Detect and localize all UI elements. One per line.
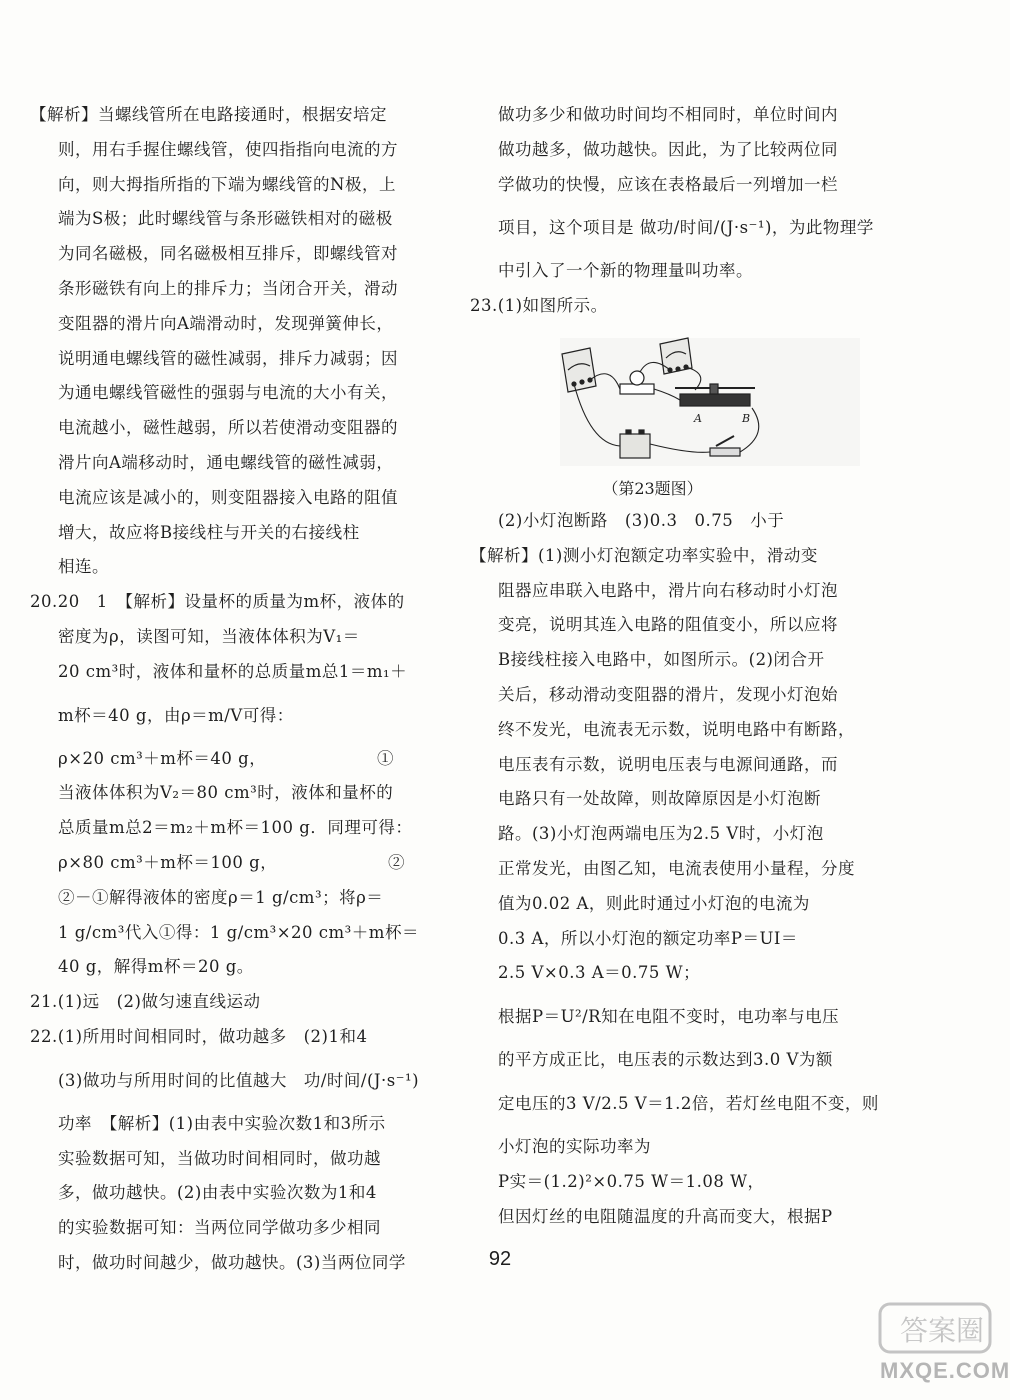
text-line: 阻器应串联入电路中，滑片向右移动时小灯泡 (498, 580, 838, 600)
text-line: 但因灯丝的电阻随温度的升高而变大，根据P (498, 1206, 833, 1226)
circuit-diagram (470, 334, 835, 474)
right-column (470, 98, 879, 1234)
text-line: 的实验数据可知：当两位同学做功多少相同 (58, 1218, 381, 1238)
text-line: 22.(1)所用时间相同时，做功越多 (2)1和4 (30, 1026, 368, 1046)
text-line: 向，则大拇指所指的下端为螺线管的N极，上 (58, 174, 396, 194)
text-line: 终不发光，电流表无示数，说明电路中有断路， (498, 719, 855, 739)
text-line: 中引入了一个新的物理量叫功率。 (498, 261, 753, 281)
text-line: (3)做功与所用时间的比值越大 功/时间/(J·s⁻¹) (58, 1070, 420, 1090)
text-line: 关后，移动滑动变阻器的滑片，发现小灯泡始 (498, 684, 838, 704)
text-line: P实＝(1.2)²×0.75 W＝1.08 W， (498, 1171, 765, 1191)
rheostat-icon (675, 384, 755, 406)
text-line: 2.5 V×0.3 A＝0.75 W； (498, 963, 701, 983)
right-top-text (470, 98, 874, 324)
text-line: 电路只有一处故障，则故障原因是小灯泡断 (498, 789, 821, 809)
text-line: 变阻器的滑片向A端滑动时，发现弹簧伸长， (58, 313, 394, 333)
text-line: 40 g，解得m杯＝20 g。 (58, 957, 254, 977)
text-line: 说明通电螺线管的磁性减弱，排斥力减弱；因 (58, 348, 398, 368)
svg-text:答案圈: 答案圈 (900, 1314, 985, 1347)
text-line: 做功越多，做功越快。因此，为了比较两位同 (498, 139, 838, 159)
label-a: A (694, 411, 702, 425)
text-line: 做功多少和做功时间均不相同时，单位时间内 (498, 105, 838, 124)
text-line: ρ×20 cm³＋m杯＝40 g， ① (58, 748, 394, 768)
text-line: 密度为ρ，读图可知，当液体体积为V₁＝ (58, 626, 360, 646)
text-line: 电流越小，磁性越弱，所以若使滑动变阻器的 (58, 418, 398, 438)
text-line: 为通电螺线管磁性的强弱与电流的大小有关， (58, 383, 398, 403)
text-line: 功率 【解析】(1)由表中实验次数1和3所示 (58, 1113, 386, 1133)
text-line: 【解析】(1)测小灯泡额定功率实验中，滑动变 (470, 545, 818, 565)
text-line: 多，做功越快。(2)由表中实验次数为1和4 (58, 1183, 377, 1203)
text-line: 20 cm³时，液体和量杯的总质量m总1＝m₁＋ (58, 661, 408, 681)
text-line: 时，做功时间越少，做功越快。(3)当两位同学 (58, 1252, 406, 1272)
text-line: 20.20 1 【解析】设量杯的质量为m杯，液体的 (30, 592, 405, 612)
text-line: 总质量m总2＝m₂＋m杯＝100 g．同理可得： (58, 818, 413, 838)
text-line: 当液体体积为V₂＝80 cm³时，液体和量杯的 (58, 783, 394, 803)
text-line: 端为S极；此时螺线管与条形磁铁相对的磁极 (58, 209, 393, 229)
left-column (30, 98, 420, 1281)
text-line: 定电压的3 V/2.5 V＝1.2倍，若灯丝电阻不变，则 (498, 1093, 879, 1113)
text-line: 根据P＝U²/R知在电阻不变时，电功率与电压 (498, 1007, 840, 1027)
text-line: m杯＝40 g，由ρ＝m/V可得： (58, 705, 294, 725)
text-line: 滑片向A端移动时，通电螺线管的磁性减弱， (58, 452, 394, 472)
text-line: 21.(1)远 (2)做匀速直线运动 (30, 992, 261, 1012)
text-line: ρ×80 cm³＋m杯＝100 g， ② (58, 852, 405, 872)
text-line: 23.(1)如图所示。 (470, 296, 608, 316)
text-line: 的平方成正比，电压表的示数达到3.0 V为额 (498, 1050, 833, 1070)
page-number: 92 (488, 1248, 512, 1270)
text-line: 则，用右手握住螺线管，使四指指向电流的方 (58, 139, 398, 159)
ammeter-icon (562, 348, 596, 392)
watermark-logo (840, 1300, 1010, 1396)
text-line: 值为0.02 A，则此时通过小灯泡的电流为 (498, 893, 810, 913)
watermark-text: MXQE.COM (880, 1358, 1010, 1383)
text-line: B接线柱接入电路中，如图所示。(2)闭合开 (498, 650, 825, 670)
text-line: ②－①解得液体的密度ρ＝1 g/cm³；将ρ＝ (58, 887, 384, 907)
text-line: 1 g/cm³代入①得：1 g/cm³×20 cm³＋m杯＝ (58, 922, 419, 942)
text-line: 变亮，说明其连入电路的阻值变小，所以应将 (498, 615, 838, 635)
text-line: 小灯泡的实际功率为 (498, 1136, 651, 1156)
text-line: 为同名磁极，同名磁极相互排斥，即螺线管对 (58, 244, 398, 264)
voltmeter-icon (660, 338, 692, 374)
text-line: 电流应该是减小的，则变阻器接入电路的阻值 (58, 487, 398, 507)
right-bottom-text (470, 504, 879, 1234)
text-line: 条形磁铁有向上的排斥力；当闭合开关，滑动 (58, 278, 398, 298)
text-line: 学做功的快慢，应该在表格最后一列增加一栏 (498, 174, 838, 194)
text-line: 路。(3)小灯泡两端电压为2.5 V时，小灯泡 (498, 824, 824, 844)
text-line: 0.3 A，所以小灯泡的额定功率P＝UI＝ (498, 928, 798, 948)
text-line: 项目，这个项目是 做功/时间/(J·s⁻¹)，为此物理学 (498, 218, 874, 238)
text-line: 增大，故应将B接线柱与开关的右接线柱 (58, 522, 360, 542)
text-line: 电压表有示数，说明电压表与电源间通路，而 (498, 754, 838, 774)
figure-caption: （第23题图） (602, 478, 703, 498)
text-line: 相连。 (58, 557, 109, 577)
text-line: 实验数据可知，当做功时间相同时，做功越 (58, 1148, 381, 1168)
text-line: (2)小灯泡断路 (3)0.3 0.75 小于 (498, 510, 785, 530)
text-line: 【解析】当螺线管所在电路接通时，根据安培定 (30, 105, 387, 124)
battery-icon (620, 430, 650, 458)
label-b: B (742, 411, 751, 425)
text-line: 正常发光，由图乙知，电流表使用小量程，分度 (498, 858, 855, 878)
circuit-figure (470, 334, 835, 474)
